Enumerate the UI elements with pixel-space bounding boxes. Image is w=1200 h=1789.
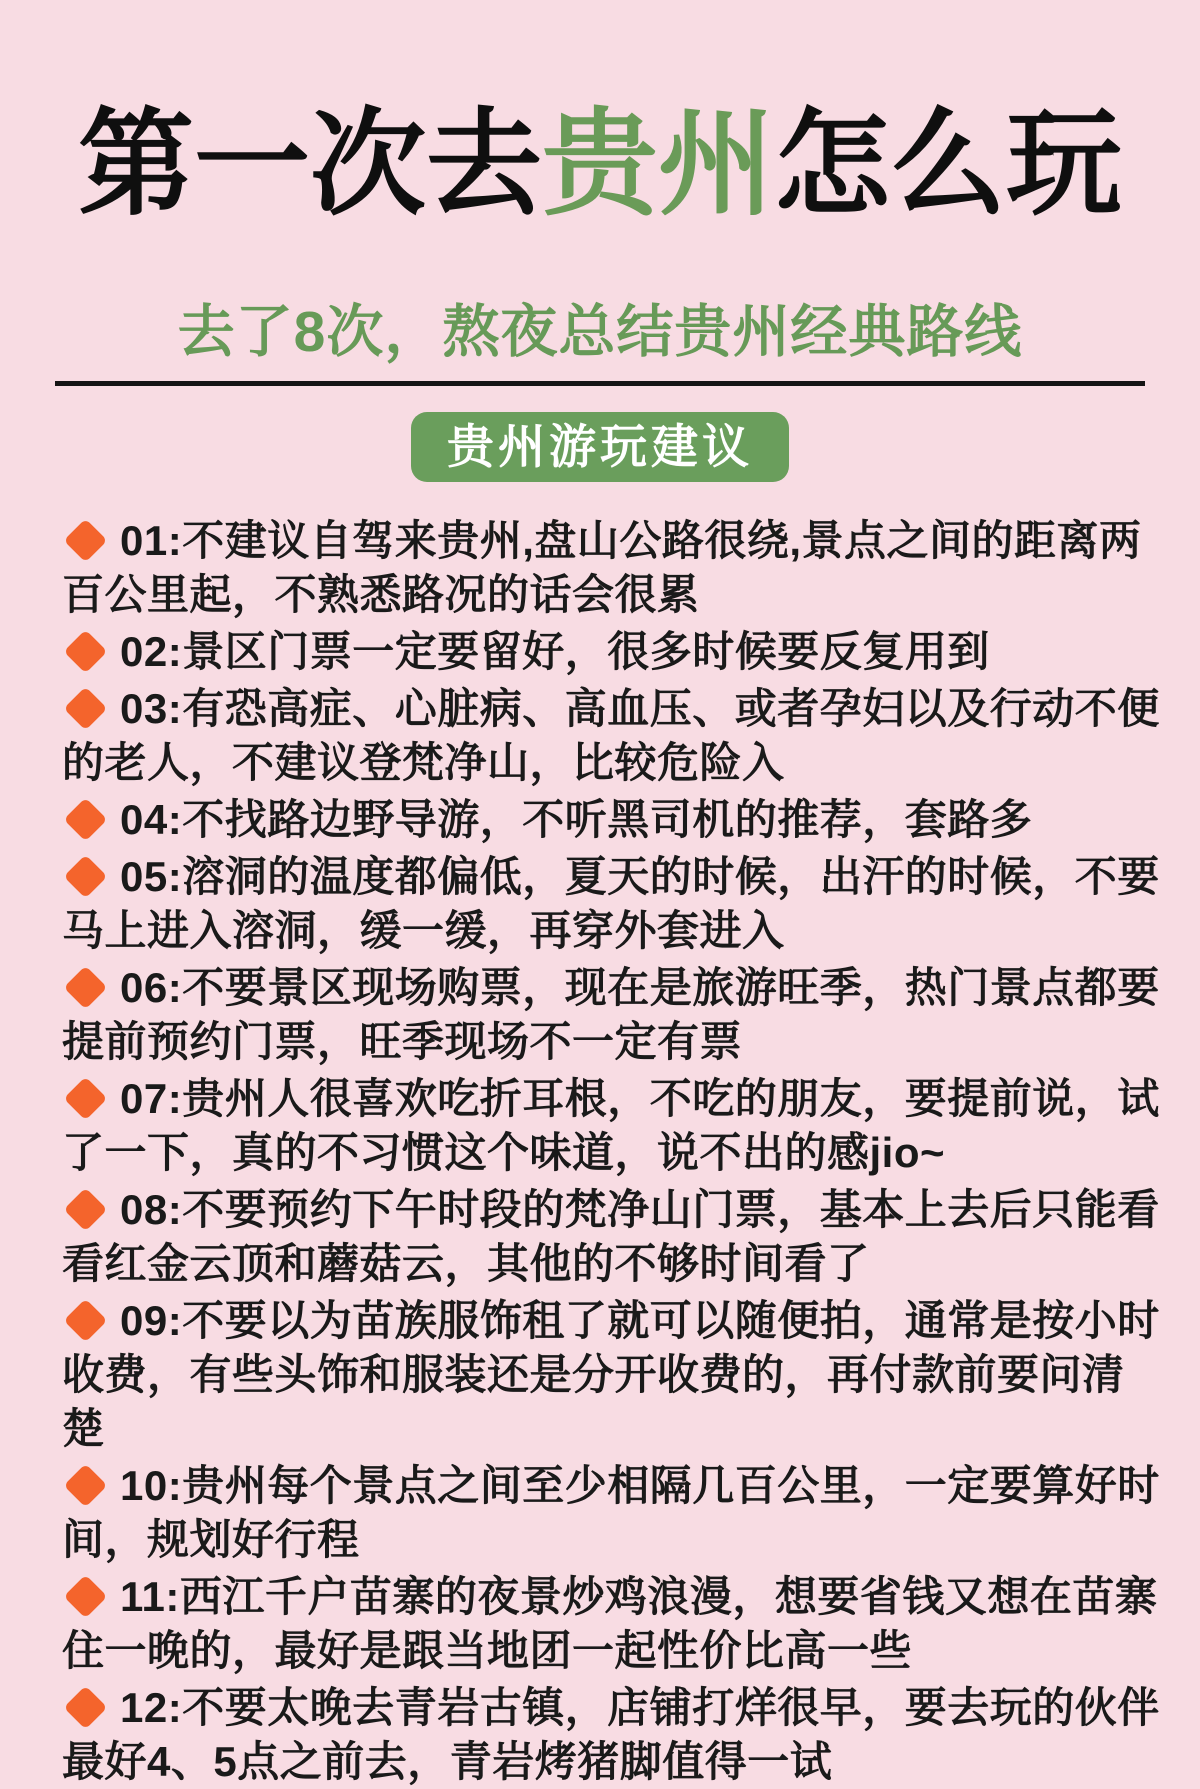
tip-text: 景区门票一定要留好，很多时候要反复用到	[182, 628, 990, 676]
diamond-bullet-icon	[64, 630, 108, 674]
tip-label: 04:	[120, 796, 183, 844]
tip-label: 03:	[120, 685, 183, 733]
tip-item-01	[62, 514, 1160, 622]
tip-item-08	[62, 1183, 1160, 1291]
tips-list	[0, 514, 1200, 1789]
tip-label: 09:	[120, 1297, 183, 1345]
diamond-bullet-icon	[64, 855, 108, 899]
tip-item-07	[62, 1072, 1160, 1180]
diamond-bullet-icon	[64, 1077, 108, 1121]
tip-label: 02:	[120, 628, 183, 676]
title-part1: 第一次去	[78, 98, 542, 229]
tip-text: 不要景区现场购票，现在是旅游旺季，热门景点都要提前预约门票，旺季现场不一定有票	[62, 964, 1160, 1066]
tip-label: 08:	[120, 1186, 183, 1234]
tip-item-06	[62, 961, 1160, 1069]
tip-text: 不要以为苗族服饰租了就可以随便拍，通常是按小时收费，有些头饰和服装还是分开收费的，再付款前要问清楚	[62, 1297, 1160, 1453]
tip-item-03	[62, 682, 1160, 790]
section-badge: 贵州游玩建议	[411, 412, 789, 482]
tip-text: 贵州每个景点之间至少相隔几百公里，一定要算好时间，规划好行程	[62, 1462, 1160, 1564]
tip-item-02	[62, 625, 1160, 679]
tip-label: 12:	[120, 1684, 183, 1732]
tip-label: 07:	[120, 1075, 183, 1123]
tip-text: 有恐高症、心脏病、高血压、或者孕妇以及行动不便的老人，不建议登梵净山，比较危险入	[62, 685, 1160, 787]
tip-item-04	[62, 793, 1160, 847]
tip-text: 不要预约下午时段的梵净山门票，基本上去后只能看看红金云顶和蘑菇云，其他的不够时间看了	[62, 1186, 1160, 1288]
diamond-bullet-icon	[64, 966, 108, 1010]
diamond-bullet-icon	[64, 1686, 108, 1730]
tip-label: 10:	[120, 1462, 183, 1510]
divider-line	[55, 381, 1145, 386]
tip-text: 不要太晚去青岩古镇，店铺打烊很早，要去玩的伙伴最好4、5点之前去，青岩烤猪脚值得一试	[62, 1684, 1160, 1786]
tip-label: 01:	[120, 517, 183, 565]
tip-label: 11:	[120, 1573, 180, 1621]
diamond-bullet-icon	[64, 687, 108, 731]
tip-item-10	[62, 1459, 1160, 1567]
tip-text: 西江千户苗寨的夜景炒鸡浪漫，想要省钱又想在苗寨住一晚的，最好是跟当地团一起性价比高一些	[62, 1573, 1158, 1675]
title-part2: 怎么玩	[774, 98, 1122, 229]
diamond-bullet-icon	[64, 1464, 108, 1508]
tip-text: 不找路边野导游，不听黑司机的推荐，套路多	[182, 796, 1033, 844]
tip-text: 不建议自驾来贵州,盘山公路很绕,景点之间的距离两百公里起，不熟悉路况的话会很累	[62, 517, 1142, 619]
tip-text: 溶洞的温度都偏低，夏天的时候，出汗的时候，不要马上进入溶洞，缓一缓，再穿外套进入	[62, 853, 1160, 955]
tip-text: 贵州人很喜欢吃折耳根，不吃的朋友，要提前说，试了一下，真的不习惯这个味道，说不出的感jio~	[62, 1075, 1160, 1177]
page-title	[0, 98, 1200, 229]
diamond-bullet-icon	[64, 1575, 108, 1619]
subtitle: 去了8次，熬夜总结贵州经典路线	[177, 300, 1023, 365]
tip-item-12	[62, 1681, 1160, 1789]
diamond-bullet-icon	[64, 519, 108, 563]
diamond-bullet-icon	[64, 1299, 108, 1343]
diamond-bullet-icon	[64, 798, 108, 842]
tip-item-11	[62, 1570, 1160, 1678]
diamond-bullet-icon	[64, 1188, 108, 1232]
tip-label: 06:	[120, 964, 183, 1012]
tip-label: 05:	[120, 853, 183, 901]
tip-item-09	[62, 1294, 1160, 1456]
tip-item-05	[62, 850, 1160, 958]
title-highlight-guizhou: 贵州	[542, 98, 774, 229]
